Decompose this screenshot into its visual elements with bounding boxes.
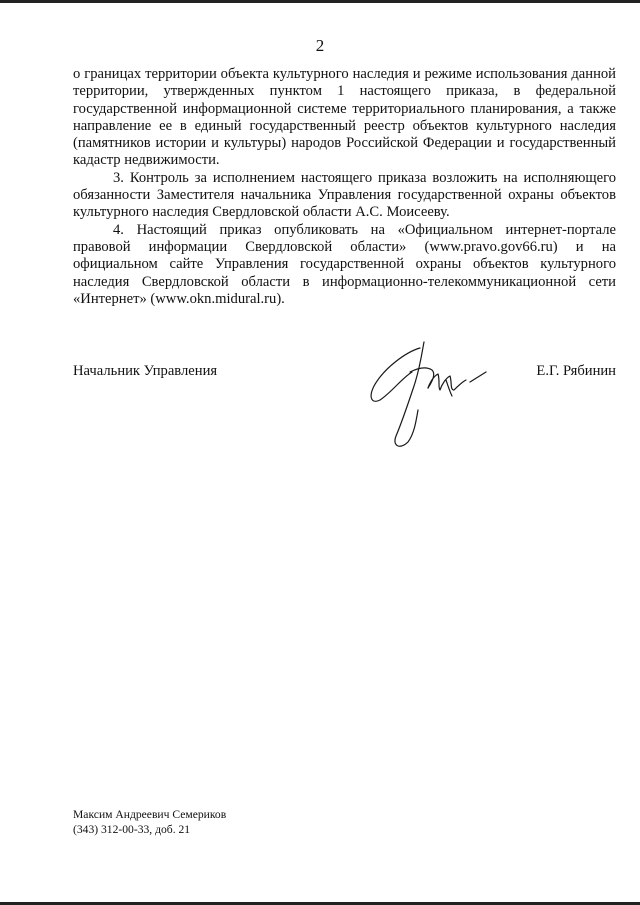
signatory-title: Начальник Управления [73, 363, 218, 379]
signatory-name: Е.Г. Рябинин [536, 363, 616, 379]
page-number: 2 [315, 36, 325, 55]
handwritten-signature [362, 338, 492, 456]
paragraph-item-4: 4. Настоящий приказ опубликовать на «Официальном интернет-портале правовой информации Свердловской области» (www.pravo.gov66.ru) и на официальном сайте Управления государственной охраны объектов культурного наследия Свердловской области в информационно-телекоммуникационной сети «Интернет» (www.okn.midural.ru). [73, 221, 616, 307]
executor-phone: (343) 312-00-33, доб. 21 [73, 822, 191, 836]
scan-edge-top [0, 0, 640, 3]
document-body [73, 66, 616, 308]
paragraph-continuation: о границах территории объекта культурного наследия и режиме использования данной территории, утвержденных пунктом 1 настоящего приказа, в федеральной государственной информационной системе территориального планирования, а также направление ее в единый государственный реестр объектов культурного наследия (памятников истории и культуры) народов Российской Федерации и государственный кадастр недвижимости. [73, 66, 616, 169]
paragraph-item-3: 3. Контроль за исполнением настоящего приказа возложить на исполняющего обязанности Заместителя начальника Управления государственной охраны объектов культурного наследия Свердловской области А.С. Моисееву. [73, 169, 616, 221]
executor-name: Максим Андреевич Семериков [73, 808, 227, 821]
executor-footer [73, 808, 226, 837]
